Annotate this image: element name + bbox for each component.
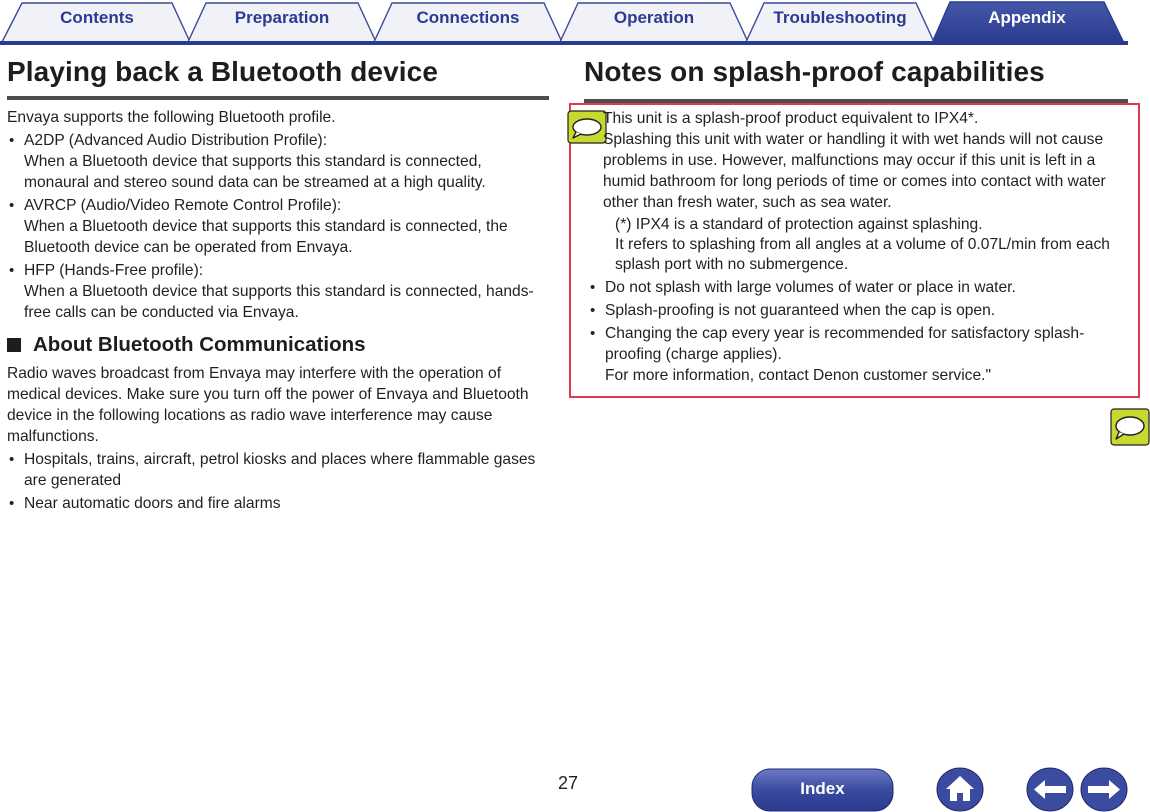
tab-operation[interactable]: Operation (613, 8, 695, 27)
tab-contents[interactable]: Contents (60, 8, 134, 27)
list-item: • Splash-proofing is not guaranteed when the cap is open. (588, 300, 1123, 321)
notes-paragraph: Splashing this unit with water or handling it with wet hands will not cause problems in use. However, malfunctions may occur if this unit is left in a humid bathroom for long periods of time or comes into contact with water other than fresh water, such as sea water. (603, 131, 1106, 211)
profile-name: • HFP (Hands-Free profile): (24, 262, 204, 279)
profile-list (7, 130, 549, 323)
list-item (7, 130, 549, 193)
list-item: • Near automatic doors and fire alarms (7, 493, 549, 514)
list-item (588, 323, 1123, 386)
tab-troubleshooting[interactable]: Troubleshooting (773, 8, 907, 27)
section-text: Radio waves broadcast from Envaya may interfere with the operation of medical devices. Make sure you turn off the power of Envaya and Bluetooth device in the following locations as radio wave interference may cause malfunctions. (7, 365, 529, 445)
back-button[interactable] (1026, 767, 1074, 812)
page-title: Playing back a Bluetooth device (7, 56, 439, 87)
right-column (584, 56, 1128, 88)
footnote-line-1: (*) IPX4 is a standard of protection against splashing. (615, 216, 983, 233)
title-rule (7, 96, 549, 100)
footnote-block (603, 215, 1123, 275)
note-icon-secondary (1110, 408, 1150, 446)
index-button-label[interactable]: Index (800, 779, 845, 798)
tab-baseline (0, 41, 1128, 45)
notes-bullet-contact: For more information, contact Denon customer service." (605, 367, 991, 384)
intro-text: Envaya supports the following Bluetooth profile. (7, 109, 336, 126)
location-list (7, 449, 549, 514)
notes-bullet-text: • Changing the cap every year is recommended for satisfactory splash-proofing (charge applies). (605, 325, 1085, 363)
list-item: • Hospitals, trains, aircraft, petrol kiosks and places where flammable gases are generated (7, 449, 549, 491)
tab-connections[interactable]: Connections (416, 8, 520, 27)
footnote-line-2: It refers to splashing from all angles at a volume of 0.07L/min from each splash port with no submergence. (615, 236, 1110, 273)
profile-name: • A2DP (Advanced Audio Distribution Profile): (24, 132, 328, 149)
profile-description: When a Bluetooth device that supports this standard is connected, hands-free calls can be conducted via Envaya. (24, 283, 534, 321)
tab-appendix[interactable]: Appendix (988, 8, 1066, 27)
home-button[interactable] (936, 767, 984, 812)
list-item: • Do not splash with large volumes of water or place in water. (588, 277, 1123, 298)
page-number: 27 (557, 773, 579, 793)
profile-description: When a Bluetooth device that supports this standard is connected, the Bluetooth device can be operated from Envaya. (24, 218, 508, 256)
notes-line-1: This unit is a splash-proof product equivalent to IPX4*. (603, 110, 979, 127)
tab-bar (0, 0, 1130, 46)
list-item (7, 260, 549, 323)
square-bullet-icon (7, 338, 21, 352)
profile-name: • AVRCP (Audio/Video Remote Control Profile): (24, 197, 342, 214)
left-column (7, 56, 549, 514)
notes-content (603, 108, 1123, 386)
section-heading (7, 333, 549, 357)
notes-list (588, 277, 1123, 386)
note-icon (567, 110, 607, 144)
list-item (7, 195, 549, 258)
profile-description: When a Bluetooth device that supports this standard is connected, monaural and stereo sound data can be streamed at a high quality. (24, 153, 486, 191)
notes-title: Notes on splash-proof capabilities (584, 56, 1045, 87)
tab-preparation[interactable]: Preparation (234, 8, 330, 27)
section-title: About Bluetooth Communications (33, 333, 366, 356)
forward-button[interactable] (1080, 767, 1128, 812)
